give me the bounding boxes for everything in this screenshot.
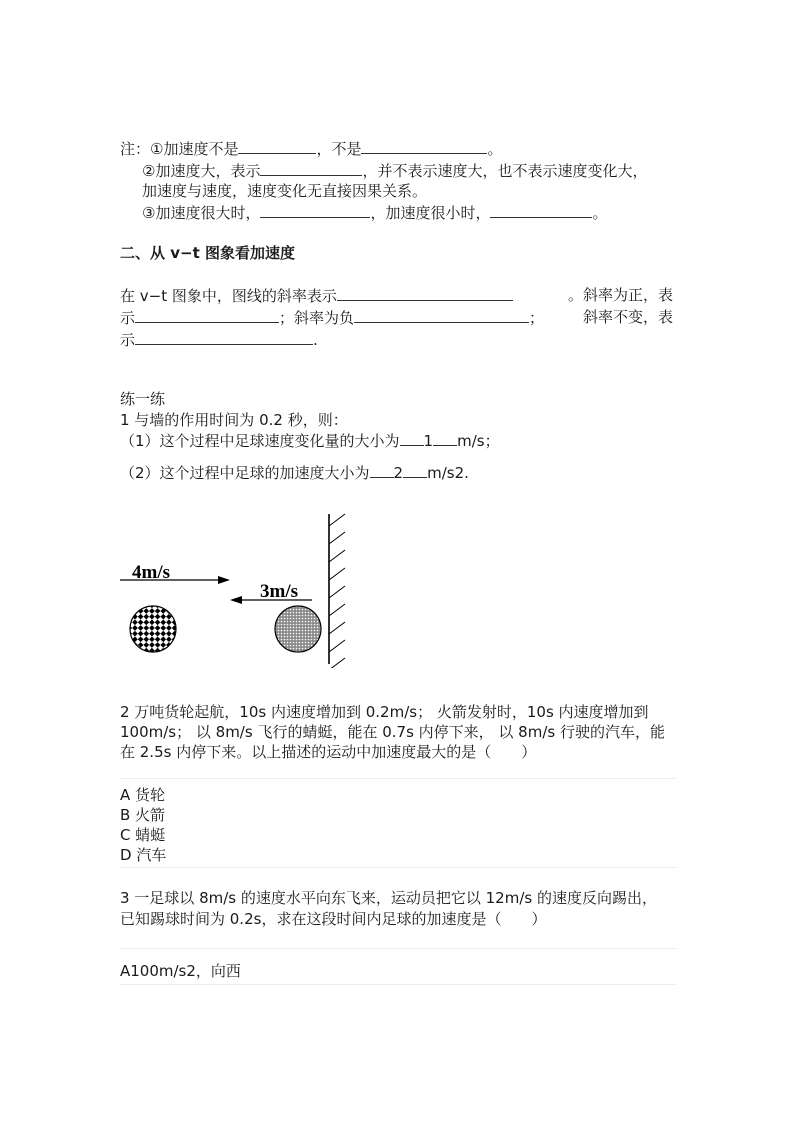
left-arrowhead-icon (230, 596, 242, 604)
note-2-text-a: ②加速度大，表示 (142, 162, 261, 180)
note-3-text-b: ，加速度很小时， (370, 204, 491, 222)
s2-p2-text-a: 示 (120, 309, 136, 327)
note-prefix: 注： (120, 140, 151, 158)
s2-p3-text-a: 示 (120, 331, 136, 349)
q3-line-1: 3 一足球以 8m/s 的速度水平向东飞来，运动员把它以 12m/s 的速度反向踢出， (120, 889, 657, 907)
blank-4[interactable] (260, 202, 370, 218)
q2-option[interactable]: A 货轮 (120, 786, 166, 804)
q2-line-3: 在 2.5s 内停下来。以上描述的运动中加速度最大的是（ ） (120, 743, 537, 761)
s2-p2-text-b: ；斜率为负 (279, 309, 355, 327)
q3-separator-top (120, 948, 676, 949)
q1-p1-unit: m/s； (457, 432, 500, 450)
blank-3[interactable] (260, 160, 362, 176)
q1-part-2 (120, 462, 469, 483)
q1-p1-blank-pre (400, 430, 424, 446)
ball-wall-figure (118, 512, 358, 668)
blank-9[interactable] (135, 329, 313, 345)
ball-checkered (130, 606, 176, 652)
blank-8[interactable] (354, 307, 529, 323)
note-line-4 (142, 202, 607, 223)
s2-p2-text-d: 斜率不变，表 (582, 308, 673, 326)
note-line-2 (142, 160, 647, 181)
q2-separator-top (120, 778, 676, 779)
section-2-para-line-1 (120, 285, 673, 306)
s2-p1-text-a: 在 v−t 图象中，图线的斜率表示 (120, 287, 337, 305)
note-1-text-a: ①加速度不是 (150, 140, 239, 158)
note-line-3: 加速度与速度，速度变化无直接因果关系。 (142, 182, 428, 200)
note-1-text-b: ，不是 (316, 140, 362, 158)
section-2-heading: 二、从 v−t 图象看加速度 (120, 244, 295, 262)
q3-separator-bottom (120, 984, 676, 985)
q1-stem: 1 与墙的作用时间为 0.2 秒，则： (120, 411, 348, 429)
q1-p2-blank-post (403, 462, 427, 478)
s2-p1-text-b: 。斜率为正，表 (567, 286, 673, 304)
s2-p3-end: . (313, 331, 318, 349)
practice-title: 练一练 (120, 390, 166, 408)
q3-option-a[interactable]: A100m/s2，向西 (120, 962, 241, 980)
note-1-end: 。 (487, 140, 503, 158)
q2-line-1: 2 万吨货轮起航，10s 内速度增加到 0.2m/s； 火箭发射时，10s 内速度增加到 (120, 703, 649, 721)
left-speed-label: 4m/s (132, 562, 170, 583)
q2-line-2: 100m/s； 以 8m/s 飞行的蜻蜓，能在 0.7s 内停下来， 以 8m/s 行驶的汽车，能 (120, 723, 665, 741)
section-2-para-line-2 (120, 307, 673, 328)
blank-2[interactable] (361, 138, 487, 154)
q1-p2-unit: m/s2. (427, 464, 469, 482)
s2-p2-text-c: ； (529, 309, 545, 327)
right-speed-label: 3m/s (260, 581, 298, 602)
blank-6[interactable] (337, 285, 513, 301)
note-3-text-a: ③加速度很大时， (142, 204, 261, 222)
blank-1[interactable] (238, 138, 316, 154)
q1-p2-blank-pre (370, 462, 394, 478)
q1-p1-blank-post (433, 430, 457, 446)
note-line-1 (120, 138, 503, 159)
q1-part-1 (120, 430, 500, 451)
q1-p2-text: （2）这个过程中足球的加速度大小为 (120, 464, 370, 482)
q1-p1-answer: 1 (423, 432, 434, 450)
wall-hatching (329, 514, 345, 668)
q2-option[interactable]: B 火箭 (120, 806, 166, 824)
q2-option[interactable]: C 蜻蜓 (120, 826, 166, 844)
note-3-end: 。 (592, 204, 608, 222)
q2-separator-bottom (120, 867, 676, 868)
section-2-para-line-3 (120, 329, 318, 350)
note-2-text-b: ，并不表示速度大，也不表示速度变化大， (362, 162, 648, 180)
right-arrowhead-icon (218, 576, 230, 584)
ball-dotted (275, 606, 321, 652)
q1-p2-answer: 2 (393, 464, 404, 482)
blank-7[interactable] (135, 307, 279, 323)
q2-option[interactable]: D 汽车 (120, 846, 167, 864)
q3-line-2: 已知踢球时间为 0.2s，求在这段时间内足球的加速度是（ ） (120, 910, 547, 928)
blank-5[interactable] (490, 202, 592, 218)
q1-p1-text: （1）这个过程中足球速度变化量的大小为 (120, 432, 400, 450)
